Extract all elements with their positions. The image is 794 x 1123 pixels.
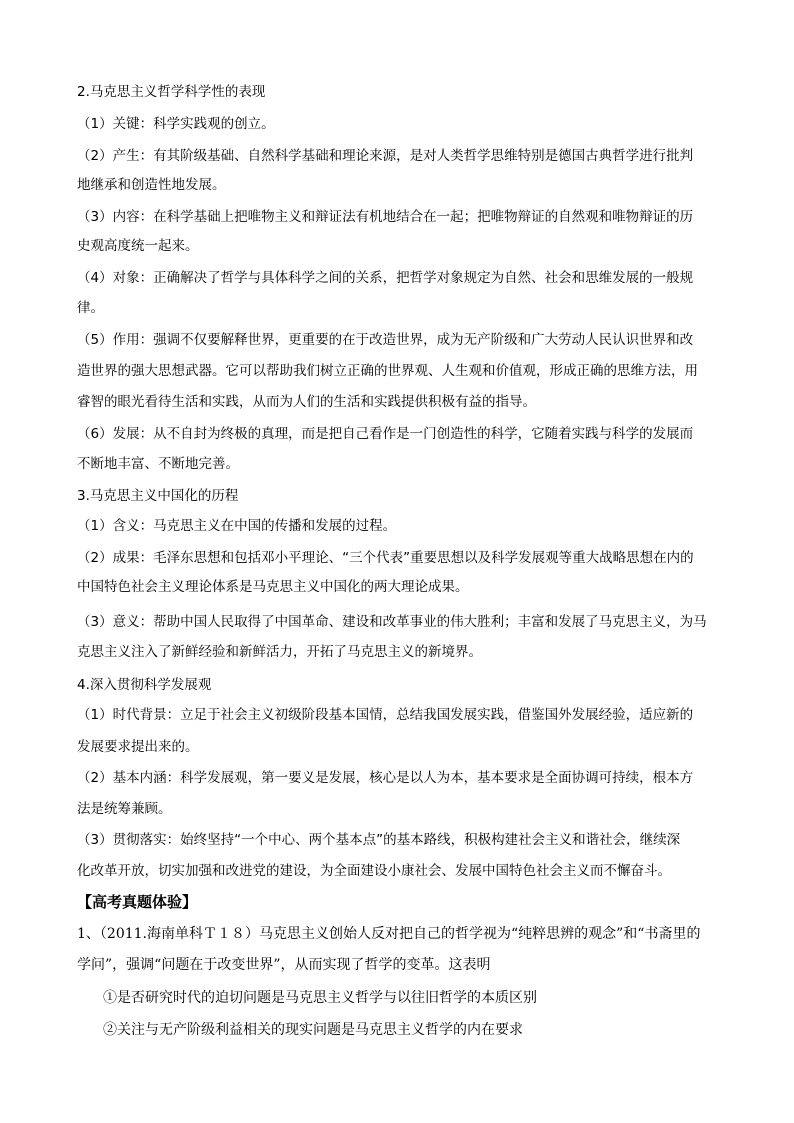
text-line: （1）时代背景：立足于社会主义初级阶段基本国情，总结我国发展实践，借鉴国外发展经验，适应新的 [77,707,694,723]
section-heading: 【高考真题体验】 [77,893,198,911]
question-option: ②关注与无产阶级利益相关的现实问题是马克思主义哲学的内在要求 [103,1022,523,1038]
text-line: 克思主义注入了新鲜经验和新鲜活力，开拓了马克思主义的新境界。 [77,644,482,660]
text-line: 法是统筹兼顾。 [77,801,172,817]
text-line: （3）贯彻落实：始终坚持“一个中心、两个基本点”的基本路线，积极构建社会主义和谐社会，继续深 [77,832,681,848]
question-stem: 学问”，强调“问题在于改变世界”，从而实现了哲学的变革。这表明 [77,957,491,973]
text-line: 化改革开放，切实加强和改进党的建设，为全面建设小康社会、发展中国特色社会主义而不懈奋斗。 [77,863,671,879]
heading-2: 2.马克思主义哲学科学性的表现 [77,84,266,100]
text-line: （3）内容：在科学基础上把唯物主义和辩证法有机地结合在一起；把唯物辩证的自然观和唯物辩证的历 [77,209,694,225]
text-line: （3）意义：帮助中国人民取得了中国革命、建设和改革事业的伟大胜利；丰富和发展了马克思主义，为马 [77,614,707,630]
text-line: （2）产生：有其阶级基础、自然科学基础和理论来源，是对人类哲学思维特别是德国古典哲学进行批判 [77,148,694,164]
text-line: （2）成果：毛泽东思想和包括邓小平理论、“三个代表”重要思想以及科学发展观等重大战略思想在内的 [77,550,694,566]
text-line: 发展要求提出来的。 [77,739,199,755]
text-line: 不断地丰富、不断地完善。 [77,456,239,472]
question-stem: 1、（2011.海南单科Ｔ１８）马克思主义创始人反对把自己的哲学视为“纯粹思辨的观念”和“书斋里的 [77,926,701,942]
text-line: 律。 [77,300,104,316]
heading-3: 3.马克思主义中国化的历程 [77,488,239,504]
question-option: ①是否研究时代的迫切问题是马克思主义哲学与以往旧哲学的本质区别 [103,990,537,1006]
heading-4: 4.深入贯彻科学发展观 [77,677,212,693]
text-line: （1）含义：马克思主义在中国的传播和发展的过程。 [77,518,397,534]
text-line: （6）发展：从不自封为终极的真理，而是把自己看作是一门创造性的科学，它随着实践与科学的发展而 [77,426,694,442]
text-line: 中国特色社会主义理论体系是马克思主义中国化的两大理论成果。 [77,579,469,595]
text-line: 造世界的强大思想武器。它可以帮助我们树立正确的世界观、人生观和价值观，形成正确的思维方法，用 [77,363,698,379]
text-line: 史观高度统一起来。 [77,238,199,254]
text-line: （5）作用：强调不仅要解释世界，更重要的在于改造世界，成为无产阶级和广大劳动人民认识世界和改 [77,332,694,348]
text-line: 睿智的眼光看待生活和实践，从而为人们的生活和实践提供积极有益的指导。 [77,394,536,410]
text-line: （1）关键：科学实践观的创立。 [77,116,275,132]
text-line: （4）对象：正确解决了哲学与具体科学之间的关系，把哲学对象规定为自然、社会和思维发展的一般规 [77,270,694,286]
text-line: （2）基本内涵：科学发展观，第一要义是发展，核心是以人为本，基本要求是全面协调可持续，根本方 [77,770,694,786]
text-line: 地继承和创造性地发展。 [77,177,226,193]
